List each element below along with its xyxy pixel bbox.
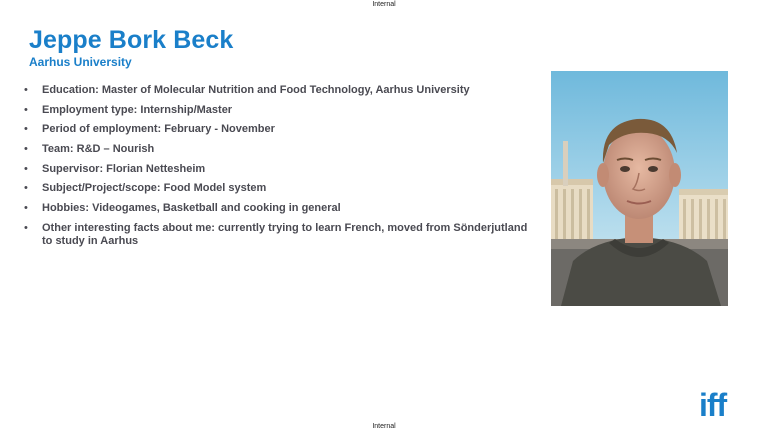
bullet-icon: •: [24, 123, 28, 136]
bullet-icon: •: [24, 202, 28, 215]
bullet-icon: •: [24, 162, 28, 175]
detail-supervisor: [24, 163, 540, 176]
detail-text: Other interesting facts about me: currently trying to learn French, moved from Sönderjutland to study in Aarhus: [42, 221, 528, 247]
bullet-icon: •: [24, 84, 28, 96]
detail-education: [24, 84, 540, 97]
bullet-icon: •: [24, 221, 28, 234]
profile-details-list: [24, 84, 540, 255]
detail-hobbies: [24, 202, 540, 215]
bullet-icon: •: [24, 143, 28, 156]
affiliation: Aarhus University: [29, 55, 132, 69]
bullet-icon: •: [24, 103, 28, 116]
detail-text: Period of employment: February - November: [42, 123, 275, 136]
bullet-icon: •: [24, 182, 28, 195]
detail-text: Supervisor: Florian Nettesheim: [42, 162, 206, 175]
detail-period: [24, 123, 540, 136]
detail-employment-type: [24, 104, 540, 117]
classification-label-bottom: Internal: [372, 423, 396, 430]
detail-scope: [24, 182, 540, 195]
detail-text: Hobbies: Videogames, Basketball and cooking in general: [42, 202, 341, 215]
detail-text: Team: R&D – Nourish: [42, 143, 155, 156]
detail-facts: [24, 222, 540, 248]
iff-logo: [699, 389, 739, 419]
detail-text: Subject/Project/scope: Food Model system: [42, 182, 267, 195]
detail-text: Employment type: Internship/Master: [42, 103, 233, 116]
classification-label-top: Internal: [372, 1, 396, 8]
profile-photo: [551, 71, 728, 306]
person-name: Jeppe Bork Beck: [29, 26, 234, 54]
detail-team: [24, 143, 540, 156]
detail-text: Education: Master of Molecular Nutrition and Food Technology, Aarhus University: [42, 84, 470, 96]
iff-logo-text: iff: [699, 389, 727, 419]
